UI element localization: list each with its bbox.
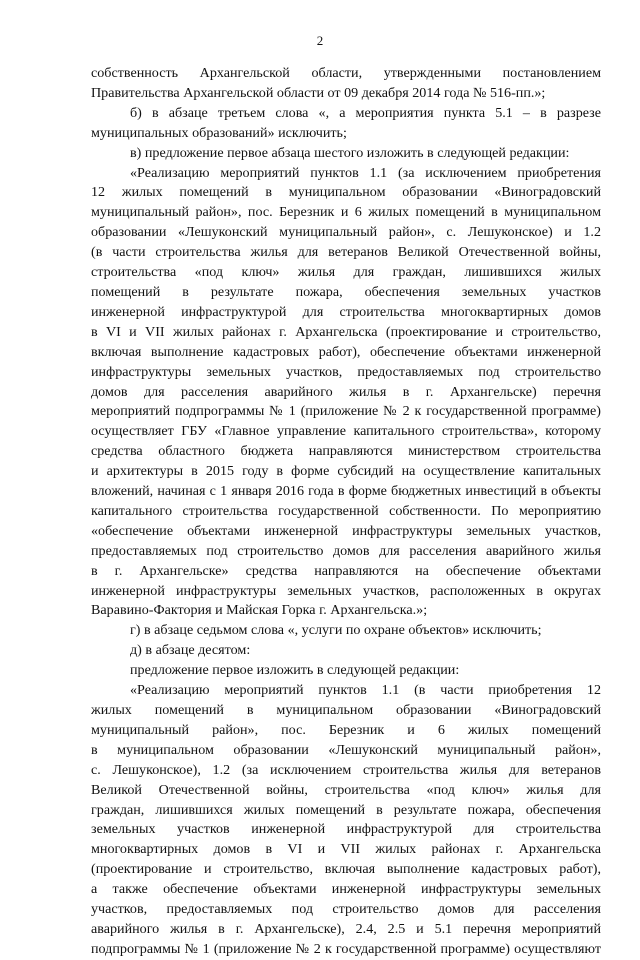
text-line: б) в абзаце третьем слова «, а мероприятия пункта 5.1 – в разрезе <box>130 104 601 121</box>
text-line: земельных участков инженерной инфраструктурой для строительства <box>91 821 601 838</box>
text-line: собственность Архангельской области, утвержденными постановлением <box>91 65 601 81</box>
text-line: в VI и VII жилых районах г. Архангельска (проектирование и строительство, <box>91 323 601 340</box>
text-line: «обеспечение объектами инженерной инфраструктуры земельных участков, <box>91 522 601 539</box>
text-line: строительства «под ключ» жилья для граждан, лишившихся жилых <box>91 264 601 281</box>
text-line: капитального строительства государственной собственности. По мероприятию <box>91 502 601 519</box>
text-line: Варавино-Фактория и Майская Горка г. Архангельска.»; <box>91 602 428 619</box>
text-line: Великой Отечественной войны, строительства «под ключ» жилья для <box>91 781 601 798</box>
text-line: в г. Архангельске» средства направляются на обеспечение объектами <box>91 562 601 579</box>
text-line: многоквартирных домов в VI и VII жилых районах г. Архангельска <box>91 841 601 858</box>
text-line: муниципальный район», пос. Березник и 6 жилых помещений <box>91 721 601 738</box>
text-line: инженерной инфраструктуры земельных участков, расположенных в округах <box>91 582 601 599</box>
text-line: предложение первое изложить в следующей редакции: <box>130 662 460 679</box>
text-line: и архитектуры в 2015 году в форме субсидий на осуществление капитальных <box>91 463 601 480</box>
text-line: муниципальный район», пос. Березник и 6 жилых помещений в муниципальном <box>91 204 601 221</box>
text-line: участков, предоставляемых под строительство домов для расселения <box>91 901 601 918</box>
text-line: (в части строительства жилья для ветеранов Великой Отечественной войны, <box>91 244 601 261</box>
text-line: мероприятий подпрограммы № 1 (приложение № 2 к государственной программе) <box>91 403 601 420</box>
text-line: в) предложение первое абзаца шестого изложить в следующей редакции: <box>130 144 570 161</box>
text-line: домов для расселения аварийного жилья в г. Архангельске) перечня <box>91 383 601 400</box>
text-line: вложений, начиная с 1 января 2016 года в форме бюджетных инвестиций в объекты <box>91 483 601 500</box>
text-line: включая выполнение кадастровых работ), обеспечение объектами инженерной <box>91 343 601 360</box>
text-line: инфраструктуры земельных участков, предоставляемых под строительство <box>91 363 601 380</box>
text-line: в муниципальном образовании «Лешуконский муниципальный район», <box>91 741 601 758</box>
text-line: подпрограммы № 1 (приложение № 2 к государственной программе) осуществляют <box>91 940 601 957</box>
text-line: предоставляемых под строительство домов для расселения аварийного жилья <box>91 542 601 559</box>
text-line: граждан, лишившихся жилых помещений в результате пожара, обеспечения <box>91 801 601 818</box>
text-line: «Реализацию мероприятий пунктов 1.1 (в части приобретения 12 <box>130 682 601 699</box>
text-line: образовании «Лешуконский муниципальный район», с. Лешуконское) и 1.2 <box>91 224 601 241</box>
text-line: осуществляет ГБУ «Главное управление капитального строительства», которому <box>91 423 601 440</box>
text-line: средства областного бюджета направляются министерством строительства <box>91 443 601 460</box>
page-number: 2 <box>316 33 324 48</box>
text-line: помещений в результате пожара, обеспечения земельных участков <box>91 283 601 300</box>
text-line: аварийного жилья в г. Архангельске), 2.4, 2.5 и 5.1 перечня мероприятий <box>91 920 601 937</box>
text-line: (проектирование и строительство, включая выполнение кадастровых работ), <box>91 861 601 878</box>
text-line: а также обеспечение объектами инженерной инфраструктуры земельных <box>91 881 601 898</box>
text-line: д) в абзаце десятом: <box>130 642 251 659</box>
document-body <box>91 64 601 960</box>
text-line: муниципальных образований» исключить; <box>91 124 347 141</box>
text-line: Правительства Архангельской области от 09 декабря 2014 года № 516-пп.»; <box>91 84 546 101</box>
text-line: «Реализацию мероприятий пунктов 1.1 (за исключением приобретения <box>130 164 601 181</box>
text-line: 12 жилых помещений в муниципальном образовании «Виноградовский <box>91 184 601 201</box>
text-line: инженерной инфраструктурой для строительства многоквартирных домов <box>91 303 601 320</box>
text-line: жилых помещений в муниципальном образовании «Виноградовский <box>91 702 601 718</box>
text-line: г) в абзаце седьмом слова «, услуги по охране объектов» исключить; <box>130 622 542 639</box>
text-line: с. Лешуконское), 1.2 (за исключением строительства жилья для ветеранов <box>91 761 601 778</box>
